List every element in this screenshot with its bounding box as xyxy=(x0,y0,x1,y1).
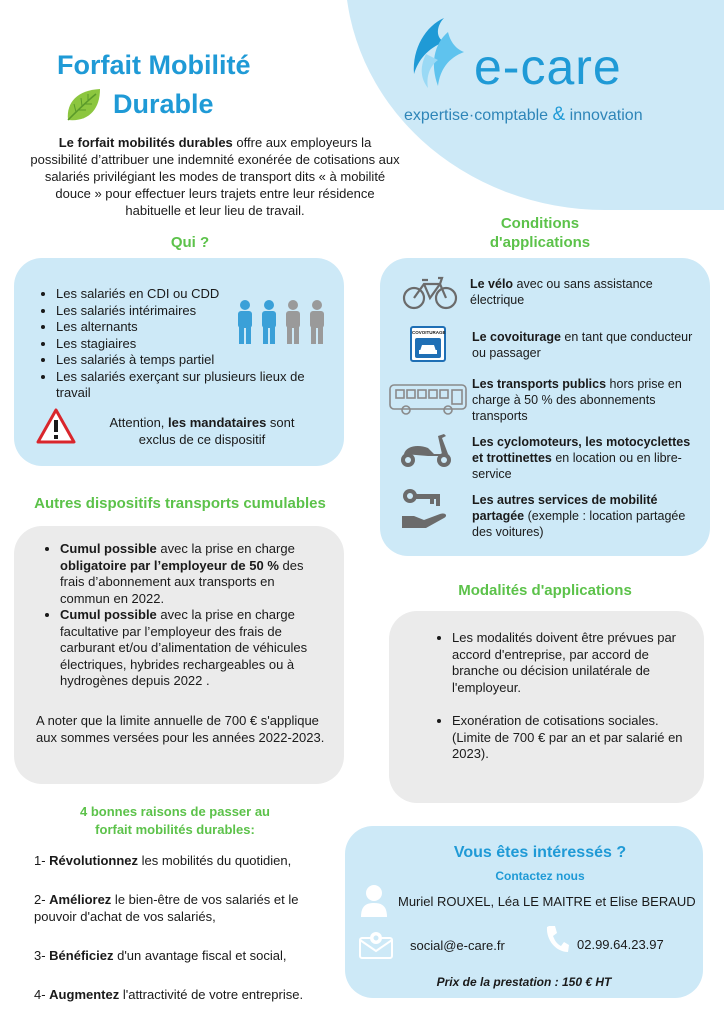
list-item: • Les stagiaires xyxy=(56,336,326,353)
reason-bold: Augmentez xyxy=(49,987,120,1002)
condition-cyclomoteurs xyxy=(472,434,697,482)
condition-autres-services xyxy=(472,492,697,540)
list-item: • Les alternants xyxy=(56,319,326,336)
autres-list xyxy=(40,541,322,690)
contact-email[interactable]: social@e-care.fr xyxy=(410,938,505,953)
tagline-text: expertise·comptable xyxy=(404,107,553,124)
list-item: • Les salariés intérimaires xyxy=(56,303,326,320)
reason-number: 4- xyxy=(34,987,50,1002)
qui-heading: Qui ? xyxy=(170,234,210,251)
list-item: • Exonération de cotisations sociales. (Limite de 700 € par an et par salarié en 2023). xyxy=(452,713,694,763)
condition-covoiturage xyxy=(472,329,697,361)
logo-wordmark: e-care xyxy=(474,39,622,95)
page-title-line1: Forfait Mobilité xyxy=(57,50,251,80)
scooter-icon xyxy=(398,430,454,470)
list-item xyxy=(34,986,324,1003)
raisons-heading-line2: forfait mobilités durables: xyxy=(95,822,255,837)
conditions-heading xyxy=(440,214,640,252)
condition-text: en tant que conducteur ou passager xyxy=(472,330,693,360)
condition-text: hors prise en charge à 50 % des abonnements transports xyxy=(472,377,682,423)
condition-velo xyxy=(470,276,700,308)
autres-note: A noter que la limite annuelle de 700 € s'applique aux sommes versées pour les années 2022-2023. xyxy=(36,713,325,745)
raisons-heading-line1: 4 bonnes raisons de passer au xyxy=(79,804,271,819)
contact-subheading: Contactez nous xyxy=(495,869,585,883)
people-icon xyxy=(234,298,330,346)
intro-text: offre aux employeurs la possibilité d’attribuer une indemnité exonérée de cotisations aux salariés privilégiant les modes de transport dits « à mobilité douce » pour effectuer leurs trajets entre leur résidence habituelle et leur lieu de travail. xyxy=(30,135,400,218)
item-bold-2: obligatoire par l’employeur de 50 % xyxy=(60,557,279,573)
reason-number: 3- xyxy=(34,948,50,963)
list-item: • Les salariés en CDI ou CDD xyxy=(56,286,326,303)
item-text-2: des frais d’abonnement aux transports en commun en 2022. xyxy=(60,557,304,606)
modalites-heading: Modalités d'applications xyxy=(458,582,632,599)
modalites-list xyxy=(432,630,694,763)
condition-bold: Les cyclomoteurs, les motocyclettes et trottinettes xyxy=(472,435,691,465)
condition-bold: Le covoiturage xyxy=(472,330,561,344)
reason-bold: Révolutionnez xyxy=(49,853,139,868)
contact-phone[interactable]: 02.99.64.23.97 xyxy=(577,937,664,952)
item-bold: Cumul possible xyxy=(60,541,157,556)
reason-number: 2- xyxy=(34,892,50,907)
leaf-icon xyxy=(64,86,104,124)
condition-transports xyxy=(472,376,702,424)
item-text: avec la prise en charge facultative par l’employeur des frais de carburant et/ou d’alimentation de véhicules électriques, hybrides rechargeables ou à hydrogènes depuis 2022 . xyxy=(60,607,308,688)
autres-heading: Autres dispositifs transports cumulables xyxy=(34,495,326,512)
list-item: • Les modalités doivent être prévues par accord d'entreprise, par accord de branche ou décision unilatérale de l'employeur. xyxy=(452,630,694,696)
intro-paragraph xyxy=(30,134,400,219)
list-item xyxy=(60,607,322,690)
reason-number: 1- xyxy=(34,853,50,868)
condition-text: en location ou en libre-service xyxy=(472,451,682,481)
contact-price: Prix de la prestation : 150 € HT xyxy=(436,975,612,989)
reason-bold: Bénéficiez xyxy=(49,948,114,963)
covoiturage-sign-icon xyxy=(410,326,446,362)
contact-names: Muriel ROUXEL, Léa LE MAITRE et Elise BERAUD xyxy=(398,894,696,909)
conditions-heading-line2: d'applications xyxy=(489,234,591,251)
list-item: • Les salariés à temps partiel xyxy=(56,352,326,369)
warning-text: Attention, xyxy=(109,415,169,430)
reason-bold: Améliorez xyxy=(49,892,112,907)
page-title-line2: Durable xyxy=(113,89,214,119)
reason-text: les mobilités du quotidien, xyxy=(138,853,292,868)
shared-key-icon xyxy=(400,486,450,530)
intro-bold: Le forfait mobilités durables xyxy=(58,135,233,150)
covoiturage-sign-label: COVOITURAGE xyxy=(412,330,446,335)
tagline-text-end: innovation xyxy=(565,107,643,124)
logo-wing-icon xyxy=(404,14,484,94)
list-item xyxy=(60,541,322,607)
bicycle-icon xyxy=(402,274,458,310)
tagline-ampersand: & xyxy=(552,104,566,125)
condition-bold: Les transports publics xyxy=(472,377,607,391)
mail-icon xyxy=(358,930,394,960)
warning-bold: les mandataires xyxy=(168,415,267,430)
phone-icon xyxy=(544,924,570,954)
raisons-heading xyxy=(40,803,310,839)
logo-tagline xyxy=(404,104,643,126)
condition-text: (exemple : location partagée des voitures) xyxy=(472,509,686,539)
condition-bold: Les autres services de mobilité partagée xyxy=(472,493,658,523)
raisons-list xyxy=(34,852,324,1025)
bus-icon xyxy=(388,381,472,417)
reason-text: l'attractivité de votre entreprise. xyxy=(119,987,304,1002)
warning-text-end: sont exclus de ce dispositif xyxy=(138,415,295,447)
list-item xyxy=(34,852,324,869)
person-icon xyxy=(360,884,388,918)
warning-icon xyxy=(36,408,76,444)
contact-heading: Vous êtes intéressés ? xyxy=(453,844,627,861)
reason-text: le bien-être de vos salariés et le pouvoir d'achat de vos salariés, xyxy=(34,892,299,924)
qui-warning xyxy=(96,414,308,448)
car-icon xyxy=(415,338,441,358)
condition-text: avec ou sans assistance électrique xyxy=(470,277,653,307)
list-item xyxy=(34,947,324,964)
item-text: avec la prise en charge xyxy=(156,541,295,556)
list-item xyxy=(34,891,324,925)
list-item: • Les salariés exerçant sur plusieurs lieux de travail xyxy=(56,369,326,402)
condition-bold: Le vélo xyxy=(470,277,514,291)
conditions-heading-line1: Conditions xyxy=(500,215,580,232)
item-bold: Cumul possible xyxy=(60,607,157,622)
reason-text: d'un avantage fiscal et social, xyxy=(113,948,287,963)
logo xyxy=(400,12,700,127)
